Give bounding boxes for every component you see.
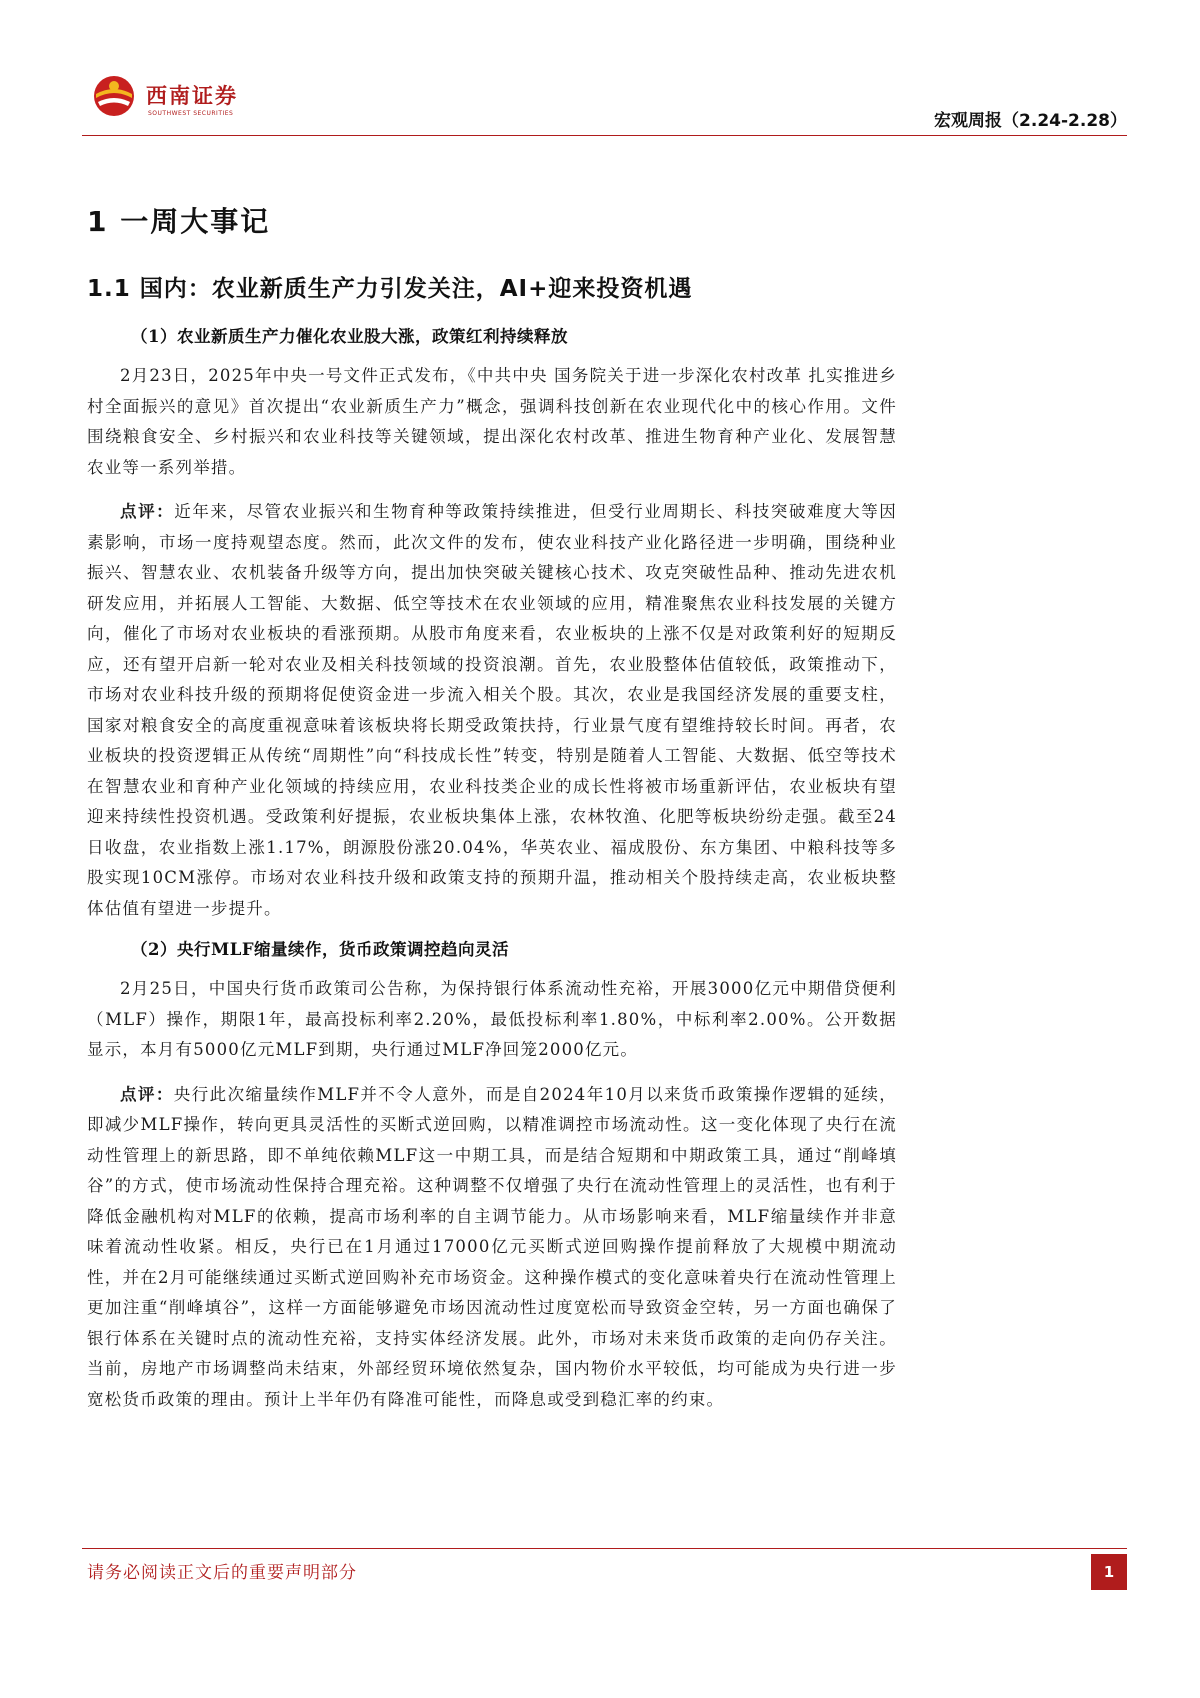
item1-comment-text: 近年来，尽管农业振兴和生物育种等政策持续推进，但受行业周期长、科技突破难度大等因素影响，市场一度持观望态度。然而，此次文件的发布，使农业科技产业化路径进一步明确，围绕种业振兴、智慧农业、农机装备升级等方向，提出加快突破关键核心技术、攻克突破性品种、推动先进农机研发应用，并拓展人工智能、大数据、低空等技术在农业领域的应用，精准聚焦农业科技发展的关键方向，催化了市场对农业板块的看涨预期。从股市角度来看，农业板块的上涨不仅是对政策利好的短期反应，还有望开启新一轮对农业及相关科技领域的投资浪潮。首先，农业股整体估值较低，政策推动下，市场对农业科技升级的预期将促使资金进一步流入相关个股。其次，农业是我国经济发展的重要支柱，国家对粮食安全的高度重视意味着该板块将长期受政策扶持，行业景气度有望维持较长时间。再者，农业板块的投资逻辑正从传统“周期性”向“科技成长性”转变，特别是随着人工智能、大数据、低空等技术在智慧农业和育种产业化领域的持续应用，农业科技类企业的成长性将被市场重新评估，农业板块有望迎来持续性投资机遇。受政策利好提振，农业板块集体上涨，农林牧渔、化肥等板块纷纷走强。截至24日收盘，农业指数上涨1.17%，朗源股份涨20.04%，华英农业、福成股份、东方集团、中粮科技等多股实现10CM涨停。市场对农业科技升级和政策支持的预期升温，推动相关个股持续走高，农业板块整体估值有望进一步提升。: [87, 502, 898, 918]
logo-english-name: SOUTHWEST SECURITIES: [148, 110, 234, 117]
item2-comment-lead: 点评：: [120, 1084, 174, 1104]
item2-paragraph: 2月25日，中国央行货币政策司公告称，为保持银行体系流动性充裕，开展3000亿元中期借贷便利（MLF）操作，期限1年，最高投标利率2.20%，最低投标利率1.80%，中标利率2.00%。公开数据显示，本月有5000亿元MLF到期，央行通过MLF净回笼2000亿元。: [87, 979, 897, 1059]
item2-comment-text: 央行此次缩量续作MLF并不令人意外，而是自2024年10月以来货币政策操作逻辑的延续，即减少MLF操作，转向更具灵活性的买断式逆回购，以精准调控市场流动性。这一变化体现了央行在流动性管理上的新思路，即不单纯依赖MLF这一中期工具，而是结合短期和中期政策工具，通过“削峰填谷”的方式，使市场流动性保持合理充裕。这种调整不仅增强了央行在流动性管理上的灵活性，也有利于降低金融机构对MLF的依赖，提高市场利率的自主调节能力。从市场影响来看，MLF缩量续作并非意味着流动性收紧。相反，央行已在1月通过17000亿元买断式逆回购操作提前释放了大规模中期流动性，并在2月可能继续通过买断式逆回购补充市场资金。这种操作模式的变化意味着央行在流动性管理上更加注重“削峰填谷”，这样一方面能够避免市场因流动性过度宽松而导致资金空转，另一方面也确保了银行体系在关键时点的流动性充裕，支持实体经济发展。此外，市场对未来货币政策的走向仍存关注。当前，房地产市场调整尚未结束，外部经贸环境依然复杂，国内物价水平较低，均可能成为央行进一步宽松货币政策的理由。预计上半年仍有降准可能性，而降息或受到稳汇率的约束。: [87, 1084, 897, 1409]
item1-paragraph: 2月23日，2025年中央一号文件正式发布，《中共中央 国务院关于进一步深化农村改革 扎实推进乡村全面振兴的意见》首次提出“农业新质生产力”概念，强调科技创新在农业现代化中的核心作用。文件围绕粮食安全、乡村振兴和农业科技等关键领域，提出深化农村改革、推进生物育种产业化、发展智慧农业等一系列举措。: [87, 366, 897, 477]
header-divider: [82, 135, 1127, 136]
section-title: 1 一周大事记: [87, 205, 271, 238]
item2-heading: （2）央行MLF缩量续作，货币政策调控趋向灵活: [131, 940, 510, 959]
item2-comment: [87, 1080, 897, 1416]
item1-heading: （1）农业新质生产力催化农业股大涨，政策红利持续释放: [131, 327, 568, 346]
page-number: 1: [1091, 1554, 1127, 1590]
southwest-securities-logo-icon: [92, 74, 136, 118]
item1-comment-lead: 点评：: [120, 502, 175, 521]
disclaimer-note: 请务必阅读正文后的重要声明部分: [87, 1563, 357, 1583]
main-content: [87, 200, 897, 1415]
footer-divider: [82, 1548, 1127, 1549]
subsection-title: 1.1 国内：农业新质生产力引发关注，AI+迎来投资机遇: [87, 276, 693, 302]
page-footer: [82, 1548, 1127, 1588]
report-tag: 宏观周报（2.24-2.28）: [934, 111, 1127, 131]
page-header: [82, 70, 1127, 136]
item1-comment: [87, 497, 897, 924]
logo-chinese-name: 西南证券: [146, 83, 238, 108]
